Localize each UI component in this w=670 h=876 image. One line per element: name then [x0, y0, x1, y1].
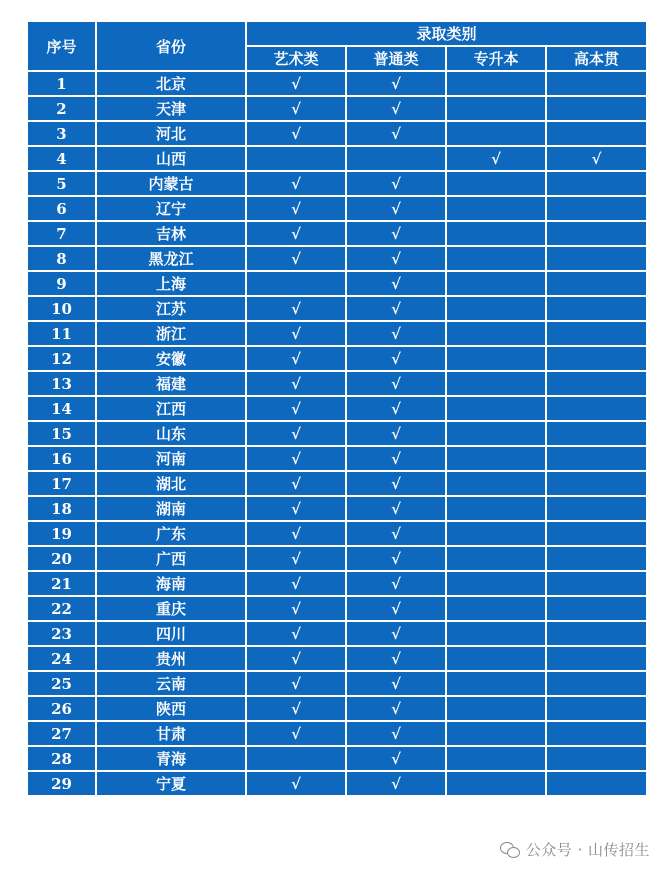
cell-upgrade [446, 96, 546, 121]
cell-art: √ [246, 371, 346, 396]
cell-province: 辽宁 [96, 196, 246, 221]
cell-upgrade [446, 346, 546, 371]
cell-province: 江苏 [96, 296, 246, 321]
cell-seq: 4 [27, 146, 96, 171]
cell-art: √ [246, 671, 346, 696]
cell-seq: 12 [27, 346, 96, 371]
cell-seq: 10 [27, 296, 96, 321]
cell-province: 宁夏 [96, 771, 246, 796]
cell-upgrade [446, 396, 546, 421]
cell-high-to-bachelor [546, 496, 647, 521]
cell-high-to-bachelor [546, 596, 647, 621]
table-row [27, 146, 647, 171]
cell-seq: 20 [27, 546, 96, 571]
cell-seq: 25 [27, 671, 96, 696]
cell-art: √ [246, 621, 346, 646]
cell-province: 江西 [96, 396, 246, 421]
cell-art: √ [246, 696, 346, 721]
cell-province: 吉林 [96, 221, 246, 246]
table-row [27, 521, 647, 546]
header-art: 艺术类 [246, 46, 346, 71]
wechat-icon [500, 842, 520, 858]
cell-province: 河南 [96, 446, 246, 471]
cell-high-to-bachelor [546, 421, 647, 446]
cell-general: √ [346, 246, 446, 271]
table-row [27, 96, 647, 121]
cell-art: √ [246, 221, 346, 246]
table-row [27, 671, 647, 696]
header-province: 省份 [96, 21, 246, 71]
cell-high-to-bachelor [546, 71, 647, 96]
cell-art: √ [246, 346, 346, 371]
cell-seq: 3 [27, 121, 96, 146]
cell-general: √ [346, 546, 446, 571]
table-row [27, 446, 647, 471]
cell-general: √ [346, 471, 446, 496]
cell-upgrade [446, 521, 546, 546]
cell-province: 山西 [96, 146, 246, 171]
table-header [27, 21, 647, 71]
cell-high-to-bachelor: √ [546, 146, 647, 171]
cell-general [346, 146, 446, 171]
cell-province: 山东 [96, 421, 246, 446]
table-row [27, 621, 647, 646]
cell-seq: 13 [27, 371, 96, 396]
cell-seq: 18 [27, 496, 96, 521]
table-body [27, 71, 647, 796]
cell-art [246, 746, 346, 771]
cell-art: √ [246, 246, 346, 271]
cell-province: 浙江 [96, 321, 246, 346]
cell-art: √ [246, 321, 346, 346]
cell-upgrade [446, 496, 546, 521]
cell-high-to-bachelor [546, 621, 647, 646]
cell-general: √ [346, 571, 446, 596]
table-row [27, 196, 647, 221]
cell-seq: 16 [27, 446, 96, 471]
cell-upgrade [446, 271, 546, 296]
watermark [500, 839, 650, 860]
cell-upgrade [446, 771, 546, 796]
cell-general: √ [346, 621, 446, 646]
cell-province: 四川 [96, 621, 246, 646]
cell-general: √ [346, 596, 446, 621]
cell-general: √ [346, 421, 446, 446]
cell-high-to-bachelor [546, 646, 647, 671]
cell-upgrade [446, 646, 546, 671]
cell-seq: 9 [27, 271, 96, 296]
table-row [27, 221, 647, 246]
cell-general: √ [346, 221, 446, 246]
cell-general: √ [346, 446, 446, 471]
cell-province: 上海 [96, 271, 246, 296]
table-row [27, 71, 647, 96]
cell-upgrade [446, 671, 546, 696]
cell-high-to-bachelor [546, 271, 647, 296]
cell-upgrade [446, 721, 546, 746]
cell-high-to-bachelor [546, 246, 647, 271]
cell-upgrade [446, 371, 546, 396]
cell-seq: 26 [27, 696, 96, 721]
cell-province: 广西 [96, 546, 246, 571]
cell-seq: 17 [27, 471, 96, 496]
cell-high-to-bachelor [546, 546, 647, 571]
cell-high-to-bachelor [546, 96, 647, 121]
cell-province: 湖南 [96, 496, 246, 521]
cell-upgrade [446, 421, 546, 446]
cell-high-to-bachelor [546, 696, 647, 721]
cell-art [246, 146, 346, 171]
cell-province: 广东 [96, 521, 246, 546]
table-row [27, 271, 647, 296]
cell-seq: 27 [27, 721, 96, 746]
cell-art: √ [246, 171, 346, 196]
header-seq: 序号 [27, 21, 96, 71]
cell-art: √ [246, 96, 346, 121]
cell-province: 云南 [96, 671, 246, 696]
cell-general: √ [346, 746, 446, 771]
header-admission-category: 录取类别 [246, 21, 647, 46]
cell-high-to-bachelor [546, 721, 647, 746]
cell-general: √ [346, 96, 446, 121]
admission-table-sheet [26, 20, 646, 859]
cell-province: 湖北 [96, 471, 246, 496]
cell-upgrade: √ [446, 146, 546, 171]
cell-seq: 24 [27, 646, 96, 671]
cell-art: √ [246, 446, 346, 471]
cell-seq: 28 [27, 746, 96, 771]
table-row [27, 571, 647, 596]
cell-upgrade [446, 246, 546, 271]
cell-province: 海南 [96, 571, 246, 596]
table-row [27, 371, 647, 396]
cell-upgrade [446, 471, 546, 496]
cell-general: √ [346, 646, 446, 671]
cell-general: √ [346, 496, 446, 521]
cell-province: 陕西 [96, 696, 246, 721]
table-row [27, 596, 647, 621]
cell-seq: 11 [27, 321, 96, 346]
cell-high-to-bachelor [546, 221, 647, 246]
cell-high-to-bachelor [546, 671, 647, 696]
table-row [27, 646, 647, 671]
cell-province: 黑龙江 [96, 246, 246, 271]
cell-general: √ [346, 396, 446, 421]
cell-seq: 23 [27, 621, 96, 646]
cell-general: √ [346, 171, 446, 196]
cell-art: √ [246, 296, 346, 321]
cell-high-to-bachelor [546, 296, 647, 321]
cell-general: √ [346, 271, 446, 296]
cell-upgrade [446, 546, 546, 571]
cell-seq: 1 [27, 71, 96, 96]
cell-province: 重庆 [96, 596, 246, 621]
table-row [27, 346, 647, 371]
cell-high-to-bachelor [546, 521, 647, 546]
cell-upgrade [446, 596, 546, 621]
cell-seq: 8 [27, 246, 96, 271]
header-upgrade: 专升本 [446, 46, 546, 71]
table-row [27, 746, 647, 771]
header-high-to-bachelor: 高本贯 [546, 46, 647, 71]
header-general: 普通类 [346, 46, 446, 71]
cell-seq: 2 [27, 96, 96, 121]
cell-high-to-bachelor [546, 446, 647, 471]
cell-art: √ [246, 421, 346, 446]
table-row [27, 121, 647, 146]
cell-high-to-bachelor [546, 371, 647, 396]
cell-high-to-bachelor [546, 771, 647, 796]
cell-high-to-bachelor [546, 471, 647, 496]
cell-upgrade [446, 446, 546, 471]
cell-general: √ [346, 121, 446, 146]
cell-upgrade [446, 171, 546, 196]
table-row [27, 546, 647, 571]
cell-province: 内蒙古 [96, 171, 246, 196]
cell-seq: 7 [27, 221, 96, 246]
cell-general: √ [346, 371, 446, 396]
cell-upgrade [446, 296, 546, 321]
table-row [27, 471, 647, 496]
watermark-text: 公众号 · 山传招生 [525, 841, 650, 859]
cell-general: √ [346, 771, 446, 796]
cell-high-to-bachelor [546, 396, 647, 421]
table-row [27, 171, 647, 196]
cell-upgrade [446, 696, 546, 721]
cell-high-to-bachelor [546, 171, 647, 196]
cell-upgrade [446, 71, 546, 96]
cell-seq: 22 [27, 596, 96, 621]
table-row [27, 246, 647, 271]
cell-upgrade [446, 621, 546, 646]
cell-province: 青海 [96, 746, 246, 771]
cell-high-to-bachelor [546, 321, 647, 346]
cell-province: 北京 [96, 71, 246, 96]
cell-art: √ [246, 571, 346, 596]
cell-upgrade [446, 196, 546, 221]
cell-high-to-bachelor [546, 346, 647, 371]
cell-province: 贵州 [96, 646, 246, 671]
cell-general: √ [346, 696, 446, 721]
cell-art [246, 271, 346, 296]
table-row [27, 771, 647, 796]
cell-general: √ [346, 71, 446, 96]
cell-general: √ [346, 671, 446, 696]
cell-art: √ [246, 471, 346, 496]
cell-upgrade [446, 571, 546, 596]
table-row [27, 296, 647, 321]
cell-general: √ [346, 196, 446, 221]
table-row [27, 496, 647, 521]
cell-art: √ [246, 771, 346, 796]
table-row [27, 396, 647, 421]
cell-general: √ [346, 321, 446, 346]
cell-art: √ [246, 121, 346, 146]
cell-art: √ [246, 521, 346, 546]
cell-province: 安徽 [96, 346, 246, 371]
cell-art: √ [246, 71, 346, 96]
cell-art: √ [246, 546, 346, 571]
cell-upgrade [446, 121, 546, 146]
cell-seq: 5 [27, 171, 96, 196]
table-row [27, 721, 647, 746]
cell-seq: 15 [27, 421, 96, 446]
cell-art: √ [246, 396, 346, 421]
cell-general: √ [346, 296, 446, 321]
cell-high-to-bachelor [546, 196, 647, 221]
cell-general: √ [346, 721, 446, 746]
cell-province: 福建 [96, 371, 246, 396]
cell-art: √ [246, 721, 346, 746]
cell-high-to-bachelor [546, 121, 647, 146]
cell-high-to-bachelor [546, 746, 647, 771]
cell-upgrade [446, 746, 546, 771]
cell-seq: 29 [27, 771, 96, 796]
cell-art: √ [246, 596, 346, 621]
cell-province: 甘肃 [96, 721, 246, 746]
admission-category-table [26, 20, 648, 797]
cell-upgrade [446, 221, 546, 246]
table-row [27, 696, 647, 721]
cell-seq: 19 [27, 521, 96, 546]
cell-high-to-bachelor [546, 571, 647, 596]
cell-seq: 6 [27, 196, 96, 221]
cell-general: √ [346, 521, 446, 546]
cell-general: √ [346, 346, 446, 371]
table-row [27, 321, 647, 346]
cell-art: √ [246, 646, 346, 671]
cell-art: √ [246, 196, 346, 221]
table-row [27, 421, 647, 446]
cell-province: 河北 [96, 121, 246, 146]
cell-upgrade [446, 321, 546, 346]
cell-seq: 14 [27, 396, 96, 421]
cell-art: √ [246, 496, 346, 521]
cell-province: 天津 [96, 96, 246, 121]
cell-seq: 21 [27, 571, 96, 596]
